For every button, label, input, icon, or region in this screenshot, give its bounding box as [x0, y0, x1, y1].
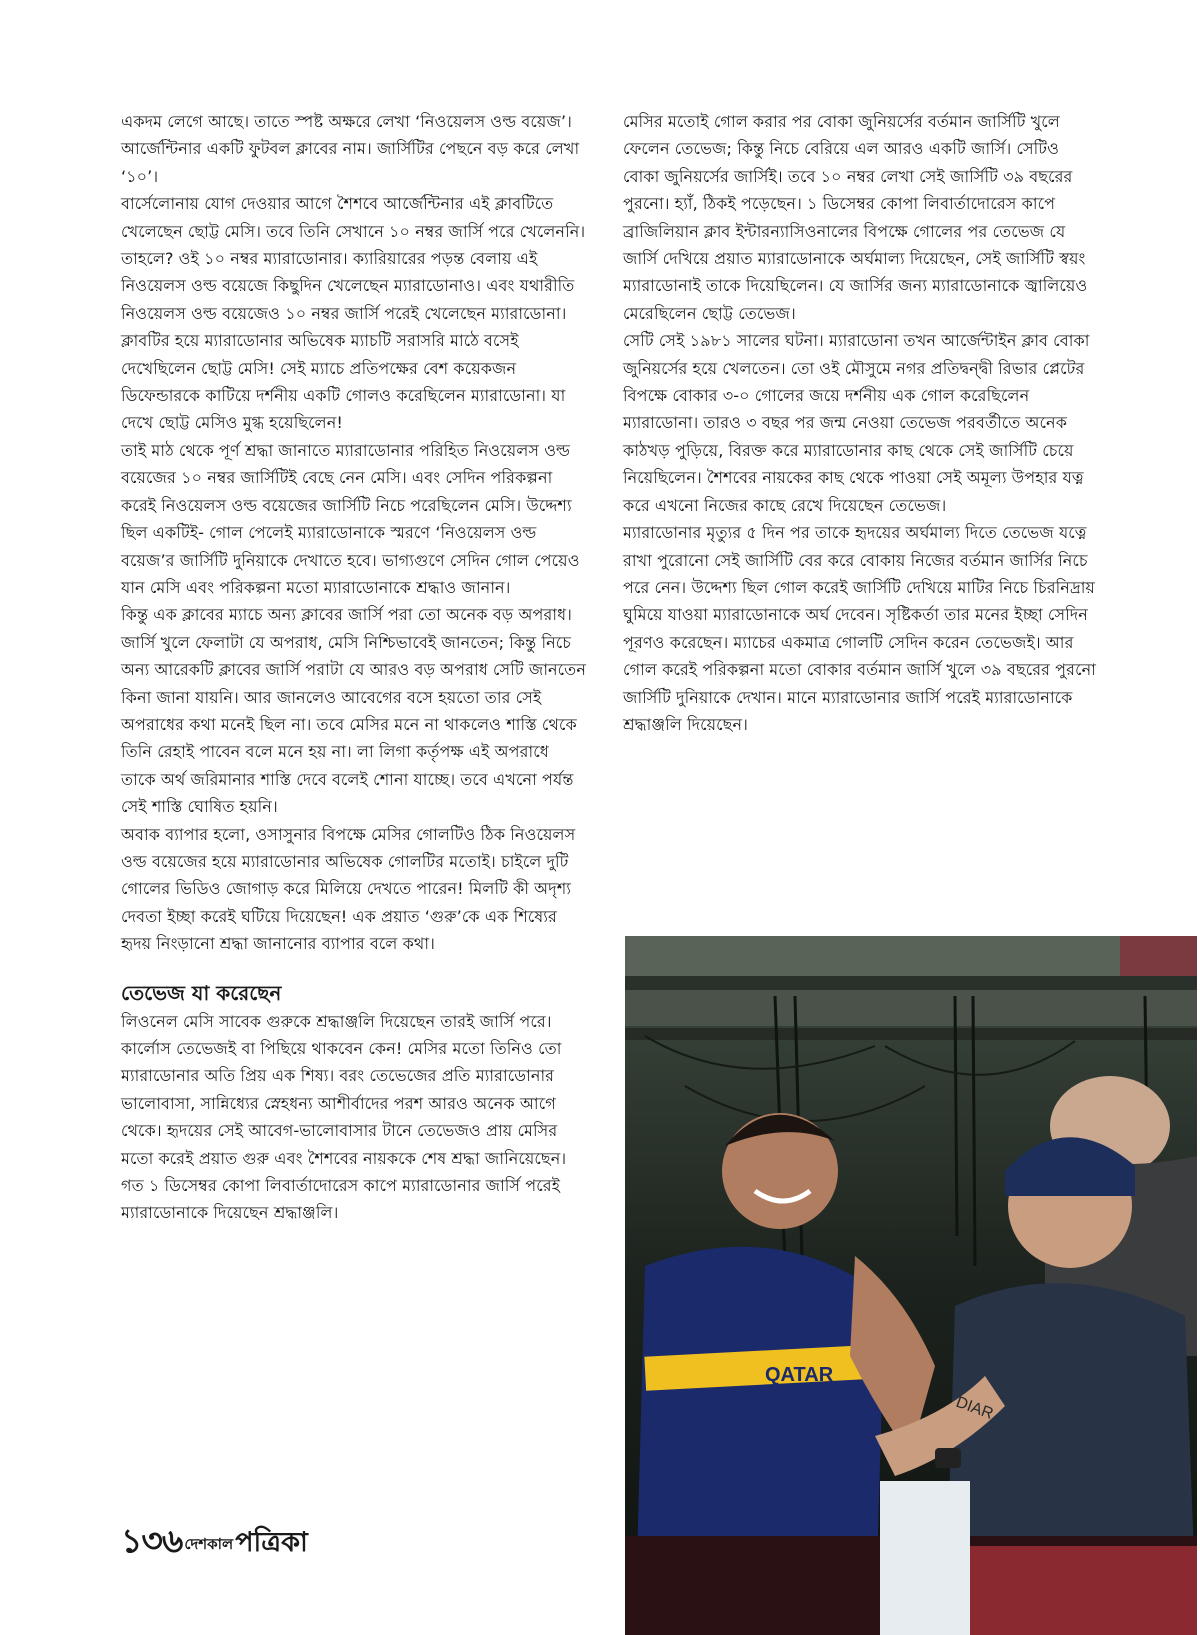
paragraph: মেসির মতোই গোল করার পর বোকা জুনিয়র্সের বর্তমান জার্সিটি খুলে ফেলেন তেভেজ; কিন্তু নিচে বেরিয়ে এল আরও একটি জার্সি। সেটিও বোকা জুনিয়র্সের জার্সিই। তবে ১০ নম্বর লেখা সেই জার্সিটি ৩৯ বছরের পুরনো। হ্যাঁ, ঠিকই পড়েছেন। ১ ডিসেম্বর কোপা লিবার্তাদোরেস কাপে ব্রাজিলিয়ান ক্লাব ইন্টারন্যাসিওনালের বিপক্ষে গোলের পর তেভেজ যে জার্সি দেখিয়ে প্রয়াত ম্যারাডোনাকে অর্ঘমাল্য দিয়েছেন, সেই জার্সিটি স্বয়ং ম্যারাডোনাই তাকে দিয়েছিলেন। যে জার্সির জন্য ম্যারাডোনাকে জ্বালিয়েও মেরেছিলেন ছোট্ট তেভেজ।: [623, 112, 1088, 323]
tevez-maradona-photo: [625, 936, 1197, 1635]
paragraph: কিন্তু এক ক্লাবের ম্যাচে অন্য ক্লাবের জার্সি পরা তো অনেক বড় অপরাধ। জার্সি খুলে ফেলাটা যে অপরাধ, মেসি নিশ্চিভাবেই জানতেন; কিন্তু নিচে অন্য আরেকটি ক্লাবের জার্সি পরাটা যে আরও বড় অপরাধ সেটি জানতেন কিনা জানা যায়নি। আর জানলেও আবেগের বসে হয়তো তার সেই অপরাধের কথা মনেই ছিল না। তবে মেসির মনে না থাকলেও শাস্তি থেকে তিনি রেহাই পাবেন বলে মনে হয় না। লা লিগা কর্তৃপক্ষ এই অপরাধে তাকে অর্থ জরিমানার শাস্তি দেবে বলেই শোনা যাচ্ছে। তবে এখনো পর্যন্ত সেই শাস্তি ঘোষিত হয়নি।: [121, 605, 586, 817]
paragraph: অবাক ব্যাপার হলো, ওসাসুনার বিপক্ষে মেসির গোলটিও ঠিক নিওয়েলস ওল্ড বয়েজের হয়ে ম্যারাডোনার অভিষেক গোলটির মতোই। চাইলে দুটি গোলের ভিডিও জোগাড় করে মিলিয়ে দেখতে পারেন! মিলটি কী অদৃশ্য দেবতা ইচ্ছা করেই ঘটিয়ে দিয়েছেন! এক প্রয়াত ‘গুরু’কে এক শিষ্যের হৃদয় নিংড়ানো শ্রদ্ধা জানানোর ব্যাপার বলে কথা।: [121, 824, 576, 954]
section-subheading: তেভেজ যা করেছেন: [121, 980, 282, 1005]
paragraph: তাই মাঠ থেকে পূর্ণ শ্রদ্ধা জানাতে ম্যারাডোনার পরিহিত নিওয়েলস ওল্ড বয়েজের ১০ নম্বর জার্সিটিই বেছে নেন মেসি। এবং সেদিন পরিকল্পনা করেই নিওয়েলস ওল্ড বয়েজের জার্সিটি নিচে পরেছিলেন মেসি। উদ্দেশ্য ছিল একটিই- গোল পেলেই ম্যারাডোনাকে স্মরণে ‘নিওয়েলস ওল্ড বয়েজ’র জার্সিটি দুনিয়াকে দেখাতে হবে। ভাগ্যগুণে সেদিন গোল পেয়েও যান মেসি এবং পরিকল্পনা মতো ম্যারাডোনাকে শ্রদ্ধাও জানান।: [121, 440, 580, 597]
paragraph: বার্সেলোনায় যোগ দেওয়ার আগে শৈশবে আর্জেন্টিনার এই ক্লাবটিতে খেলেছেন ছোট্ট মেসি। তবে তিনি সেখানে ১০ নম্বর জার্সি পরে খেলেননি। তাহলে? ওই ১০ নম্বর ম্যারাডোনার। ক্যারিয়ারের পড়ন্ত বেলায় এই নিওয়েলস ওল্ড বয়েজে কিছুদিন খেলেছেন ম্যারাডোনাও। এবং যথারীতি নিওয়েলস ওল্ড বয়েজেও ১০ নম্বর জার্সি পরেই খেলেছেন ম্যারাডোনা। ক্লাবটির হয়ে ম্যারাডোনার অভিষেক ম্যাচটি সরাসরি মাঠে বসেই দেখেছিলেন ছোট্ট মেসি! সেই ম্যাচে প্রতিপক্ষের বেশ কয়েকজন ডিফেন্ডারকে কাটিয়ে দর্শনীয় একটি গোলও করেছিলেন ম্যারাডোনা। যা দেখে ছোট্ট মেসিও মুগ্ধ হয়েছিলেন!: [121, 194, 586, 433]
right-column: [623, 108, 1098, 738]
jersey-sponsor-text: QATAR: [765, 1364, 834, 1386]
paragraph: একদম লেগে আছে। তাতে স্পষ্ট অক্ষরে লেখা ‘নিওয়েলস ওল্ড বয়েজ’। আর্জেন্টিনার একটি ফুটবল ক্লাবের নাম। জার্সিটির পেছনে বড় করে লেখা ‘১০’।: [121, 112, 580, 186]
brand-logo: পত্রিকা: [235, 1527, 308, 1558]
brand-prefix: দেশকাল: [184, 1535, 234, 1553]
tattoo-text: DIAR: [953, 1393, 996, 1423]
photo-illustration: [625, 936, 1197, 1635]
page-number: ১৩৬: [121, 1521, 183, 1560]
paragraph: সেটি সেই ১৯৮১ সালের ঘটনা। ম্যারাডোনা তখন আর্জেন্টাইন ক্লাব বোকা জুনিয়র্সের হয়ে খেলতেন। তো ওই মৌসুমে নগর প্রতিদ্বন্দ্বী রিভার প্লেটের বিপক্ষে বোকার ৩-০ গোলের জয়ে দর্শনীয় এক গোল করেছিলেন ম্যারাডোনা। তারও ৩ বছর পর জন্ম নেওয়া তেভেজ পরবর্তীতে অনেক কাঠখড় পুড়িয়ে, বিরক্ত করে ম্যারাডোনার কাছ থেকে সেই জার্সিটি চেয়ে নিয়েছিলেন। শৈশবের নায়কের কাছ থেকে পাওয়া সেই অমূল্য উপহার যত্ন করে এখনো নিজের কাছে রেখে দিয়েছেন তেভেজ।: [623, 331, 1090, 515]
left-column: [121, 108, 587, 1227]
page-footer: [121, 1523, 308, 1559]
paragraph: লিওনেল মেসি সাবেক গুরুকে শ্রদ্ধাঞ্জলি দিয়েছেন তারই জার্সি পরে। কার্লোস তেভেজই বা পিছিয়ে থাকবেন কেন! মেসির মতো তিনিও তো ম্যারাডোনার অতি প্রিয় এক শিষ্য। বরং তেভেজের প্রতি ম্যারাডোনার ভালোবাসা, সান্নিধ্যের স্নেহধন্য আশীর্বাদের পরশ আরও অনেক আগে থেকে। হৃদয়ের সেই আবেগ-ভালোবাসার টানে তেভেজও প্রায় মেসির মতো করেই প্রয়াত গুরু এবং শৈশবের নায়ককে শেষ শ্রদ্ধা জানিয়েছেন। গত ১ ডিসেম্বর কোপা লিবার্তাদোরেস কাপে ম্যারাডোনার জার্সি পরেই ম্যারাডোনাকে দিয়েছেন শ্রদ্ধাঞ্জলি।: [121, 1011, 567, 1223]
paragraph: ম্যারাডোনার মৃত্যুর ৫ দিন পর তাকে হৃদয়ের অর্ঘমাল্য দিতে তেভেজ যত্নে রাখা পুরোনো সেই জার্সিটি বের করে বোকায় নিজের বর্তমান জার্সির নিচে পরে নেন। উদ্দেশ্য ছিল গোল করেই জার্সিটি দেখিয়ে মাটির নিচে চিরনিদ্রায় ঘুমিয়ে যাওয়া ম্যারাডোনাকে অর্ঘ দেবেন। সৃষ্টিকর্তা তার মনের ইচ্ছা সেদিন পূরণও করেছেন। ম্যাচের একমাত্র গোলটি সেদিন করেন তেভেজই। আর গোল করেই পরিকল্পনা মতো বোকার বর্তমান জার্সি খুলে ৩৯ বছরের পুরনো জার্সিটি দুনিয়াকে দেখান। মানে ম্যারাডোনার জার্সি পরেই ম্যারাডোনাকে শ্রদ্ধাঞ্জলি দিয়েছেন।: [623, 523, 1096, 734]
